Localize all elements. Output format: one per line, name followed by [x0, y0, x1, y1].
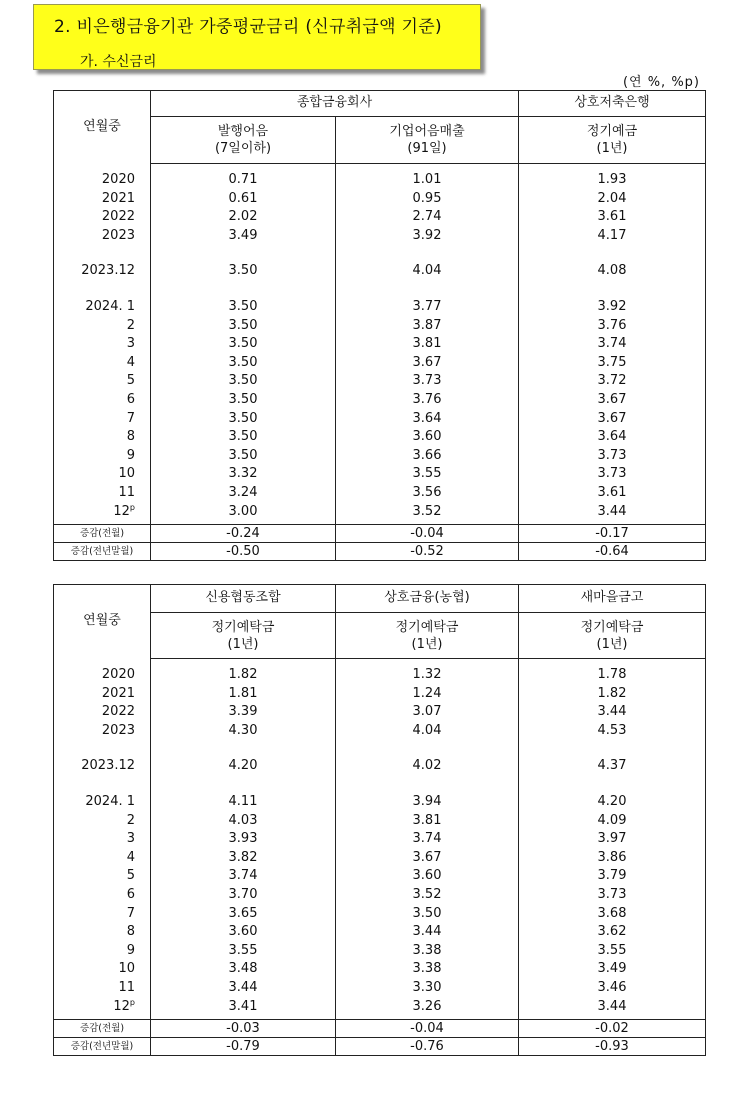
rate-value: 3.50 [151, 372, 336, 391]
rate-value: 3.92 [336, 227, 519, 246]
table-row [54, 298, 706, 317]
rate-value: 3.56 [336, 484, 519, 503]
section-subtitle: 가. 수신금리 [80, 54, 157, 70]
period-label: 6 [54, 886, 151, 905]
rate-value: 3.55 [519, 942, 706, 961]
change-value: -0.93 [519, 1038, 706, 1056]
period-label: 2 [54, 812, 151, 831]
change-value: -0.04 [336, 1020, 519, 1038]
table-row [54, 410, 706, 429]
period-label: 2021 [54, 685, 151, 704]
rate-value: 3.44 [151, 979, 336, 998]
rate-value: 3.50 [151, 335, 336, 354]
rate-value: 3.55 [336, 465, 519, 484]
spacer-row [54, 281, 706, 298]
rate-value: 4.17 [519, 227, 706, 246]
rate-value: 3.73 [519, 465, 706, 484]
rate-value: 3.44 [519, 998, 706, 1020]
rate-value: 1.93 [519, 164, 706, 190]
rate-value: 3.64 [336, 410, 519, 429]
change-value: -0.04 [336, 525, 519, 543]
rate-value: 3.97 [519, 830, 706, 849]
rate-value: 3.50 [151, 298, 336, 317]
rate-value: 3.07 [336, 703, 519, 722]
rate-value: 3.86 [519, 849, 706, 868]
deposit-rate-table-2 [53, 584, 706, 1056]
preliminary-mark: p [129, 997, 135, 1007]
rate-value: 1.78 [519, 659, 706, 685]
rate-value: 3.49 [151, 227, 336, 246]
rate-value: 3.93 [151, 830, 336, 849]
change-row [54, 525, 706, 543]
period-label: 7 [54, 905, 151, 924]
rate-value: 3.50 [151, 262, 336, 281]
spacer-row [54, 776, 706, 793]
spacer-row [54, 740, 706, 757]
period-label: 6 [54, 391, 151, 410]
rate-value: 1.24 [336, 685, 519, 704]
rate-value: 1.82 [151, 659, 336, 685]
period-label: 3 [54, 335, 151, 354]
period-label: 10 [54, 960, 151, 979]
period-label: 8 [54, 428, 151, 447]
period-label: 3 [54, 830, 151, 849]
column-header: 정기예금 (1년) [519, 117, 706, 164]
table-row [54, 391, 706, 410]
rate-value: 3.61 [519, 208, 706, 227]
rate-value: 0.61 [151, 190, 336, 209]
deposit-rate-table-1 [53, 90, 706, 561]
rate-value: 3.73 [336, 372, 519, 391]
table-row [54, 262, 706, 281]
period-label: 2022 [54, 208, 151, 227]
rate-value: 3.39 [151, 703, 336, 722]
rate-value: 4.03 [151, 812, 336, 831]
column-header: 정기예탁금 (1년) [151, 613, 336, 659]
rate-value: 3.50 [151, 391, 336, 410]
rate-value: 4.20 [151, 757, 336, 776]
unit-label: (연 %, %p) [622, 75, 700, 90]
change-value: -0.03 [151, 1020, 336, 1038]
change-value: -0.24 [151, 525, 336, 543]
rate-value: 3.32 [151, 465, 336, 484]
rate-value: 1.82 [519, 685, 706, 704]
change-row [54, 1038, 706, 1056]
table-row [54, 208, 706, 227]
change-label: 증감(전월) [54, 1020, 151, 1038]
period-label: 8 [54, 923, 151, 942]
period-label: 12$^p$ [54, 503, 151, 525]
title-box [33, 4, 481, 70]
rate-value: 3.48 [151, 960, 336, 979]
table-row [54, 998, 706, 1020]
table-row [54, 428, 706, 447]
table-row [54, 447, 706, 466]
preliminary-mark: p [129, 502, 135, 512]
table-row [54, 867, 706, 886]
period-label: 2023.12 [54, 757, 151, 776]
rate-value: 1.32 [336, 659, 519, 685]
table-row [54, 164, 706, 190]
rate-value: 3.50 [151, 317, 336, 336]
period-label: 2023 [54, 722, 151, 741]
table-row [54, 722, 706, 741]
period-label: 7 [54, 410, 151, 429]
rate-value: 3.94 [336, 793, 519, 812]
rate-value: 3.87 [336, 317, 519, 336]
row-header: 연월중 [54, 585, 151, 659]
rate-value: 3.62 [519, 923, 706, 942]
rate-value: 3.73 [519, 886, 706, 905]
column-header: 기업어음매출 (91일) [336, 117, 519, 164]
table-row [54, 317, 706, 336]
table-body [54, 164, 706, 561]
table-row [54, 793, 706, 812]
rate-value: 3.74 [336, 830, 519, 849]
rate-value: 3.60 [336, 867, 519, 886]
period-label: 4 [54, 849, 151, 868]
rate-value: 3.46 [519, 979, 706, 998]
rate-value: 3.75 [519, 354, 706, 373]
change-row [54, 543, 706, 561]
period-label: 9 [54, 447, 151, 466]
group-header: 상호금융(농협) [336, 585, 519, 613]
rate-value: 4.09 [519, 812, 706, 831]
rate-value: 3.52 [336, 886, 519, 905]
rate-value: 3.00 [151, 503, 336, 525]
rate-value: 4.37 [519, 757, 706, 776]
table-row [54, 335, 706, 354]
rate-value: 4.53 [519, 722, 706, 741]
table-row [54, 484, 706, 503]
rate-value: 3.67 [519, 410, 706, 429]
rate-value: 3.67 [519, 391, 706, 410]
column-header: 정기예탁금 (1년) [336, 613, 519, 659]
rate-value: 3.67 [336, 354, 519, 373]
period-label: 2024. 1 [54, 298, 151, 317]
rate-value: 3.44 [519, 703, 706, 722]
rate-value: 3.24 [151, 484, 336, 503]
change-value: -0.64 [519, 543, 706, 561]
rate-value: 3.30 [336, 979, 519, 998]
table-row [54, 923, 706, 942]
group-header: 종합금융회사 [151, 91, 519, 117]
rate-value: 3.82 [151, 849, 336, 868]
rate-value: 3.38 [336, 960, 519, 979]
table-row [54, 354, 706, 373]
rate-value: 3.68 [519, 905, 706, 924]
rate-value: 3.50 [151, 447, 336, 466]
group-header: 상호저축은행 [519, 91, 706, 117]
table-row [54, 979, 706, 998]
table-row [54, 886, 706, 905]
period-label: 12$^p$ [54, 998, 151, 1020]
rate-value: 3.50 [151, 410, 336, 429]
rate-value: 3.66 [336, 447, 519, 466]
group-header: 신용협동조합 [151, 585, 336, 613]
rate-value: 3.38 [336, 942, 519, 961]
table-row [54, 960, 706, 979]
rate-value: 4.08 [519, 262, 706, 281]
rate-value: 3.44 [519, 503, 706, 525]
table-row [54, 830, 706, 849]
rate-value: 3.50 [151, 428, 336, 447]
period-label: 10 [54, 465, 151, 484]
rate-value: 3.73 [519, 447, 706, 466]
table-row [54, 905, 706, 924]
table-row [54, 812, 706, 831]
rate-value: 3.44 [336, 923, 519, 942]
rate-value: 3.64 [519, 428, 706, 447]
change-value: -0.76 [336, 1038, 519, 1056]
table-row [54, 465, 706, 484]
change-value: -0.50 [151, 543, 336, 561]
row-header: 연월중 [54, 91, 151, 164]
rate-value: 4.20 [519, 793, 706, 812]
rate-value: 3.72 [519, 372, 706, 391]
period-label: 11 [54, 979, 151, 998]
spacer-row [54, 245, 706, 262]
rate-value: 3.76 [336, 391, 519, 410]
table-row [54, 659, 706, 685]
table-row [54, 703, 706, 722]
rate-value: 3.41 [151, 998, 336, 1020]
rate-value: 3.74 [519, 335, 706, 354]
rate-value: 4.04 [336, 722, 519, 741]
rate-value: 3.70 [151, 886, 336, 905]
rate-value: 3.79 [519, 867, 706, 886]
rate-value: 3.74 [151, 867, 336, 886]
period-label: 2021 [54, 190, 151, 209]
table-row [54, 372, 706, 391]
change-label: 증감(전월) [54, 525, 151, 543]
change-label: 증감(전년말월) [54, 1038, 151, 1056]
change-label: 증감(전년말월) [54, 543, 151, 561]
rate-value: 3.50 [151, 354, 336, 373]
rate-value: 3.81 [336, 335, 519, 354]
rate-value: 2.04 [519, 190, 706, 209]
period-label: 2023 [54, 227, 151, 246]
rate-value: 1.01 [336, 164, 519, 190]
period-label: 4 [54, 354, 151, 373]
period-label: 11 [54, 484, 151, 503]
rate-value: 3.81 [336, 812, 519, 831]
rate-value: 4.11 [151, 793, 336, 812]
rate-value: 3.61 [519, 484, 706, 503]
page-title: 2. 비은행금융기관 가중평균금리 (신규취급액 기준) [54, 17, 442, 37]
period-label: 2024. 1 [54, 793, 151, 812]
period-label: 5 [54, 372, 151, 391]
rate-value: 4.04 [336, 262, 519, 281]
column-header: 정기예탁금 (1년) [519, 613, 706, 659]
change-value: -0.02 [519, 1020, 706, 1038]
rate-value: 3.60 [336, 428, 519, 447]
rate-value: 3.49 [519, 960, 706, 979]
rate-value: 0.71 [151, 164, 336, 190]
table-row [54, 849, 706, 868]
change-value: -0.52 [336, 543, 519, 561]
rate-value: 3.77 [336, 298, 519, 317]
period-label: 5 [54, 867, 151, 886]
period-label: 2020 [54, 659, 151, 685]
rate-value: 4.30 [151, 722, 336, 741]
table-row [54, 190, 706, 209]
period-label: 2023.12 [54, 262, 151, 281]
rate-value: 1.81 [151, 685, 336, 704]
rate-value: 3.92 [519, 298, 706, 317]
table-row [54, 503, 706, 525]
period-label: 9 [54, 942, 151, 961]
period-label: 2020 [54, 164, 151, 190]
table-row [54, 757, 706, 776]
rate-value: 3.60 [151, 923, 336, 942]
period-label: 2 [54, 317, 151, 336]
rate-value: 3.26 [336, 998, 519, 1020]
rate-value: 3.52 [336, 503, 519, 525]
rate-value: 0.95 [336, 190, 519, 209]
change-row [54, 1020, 706, 1038]
rate-value: 4.02 [336, 757, 519, 776]
table-row [54, 685, 706, 704]
group-header: 새마을금고 [519, 585, 706, 613]
column-header: 발행어음 (7일이하) [151, 117, 336, 164]
rate-value: 2.74 [336, 208, 519, 227]
table-row [54, 227, 706, 246]
rate-value: 3.76 [519, 317, 706, 336]
period-label: 2022 [54, 703, 151, 722]
change-value: -0.17 [519, 525, 706, 543]
rate-value: 3.55 [151, 942, 336, 961]
rate-value: 3.67 [336, 849, 519, 868]
rate-value: 2.02 [151, 208, 336, 227]
table-body [54, 659, 706, 1056]
rate-value: 3.50 [336, 905, 519, 924]
change-value: -0.79 [151, 1038, 336, 1056]
rate-value: 3.65 [151, 905, 336, 924]
table-row [54, 942, 706, 961]
